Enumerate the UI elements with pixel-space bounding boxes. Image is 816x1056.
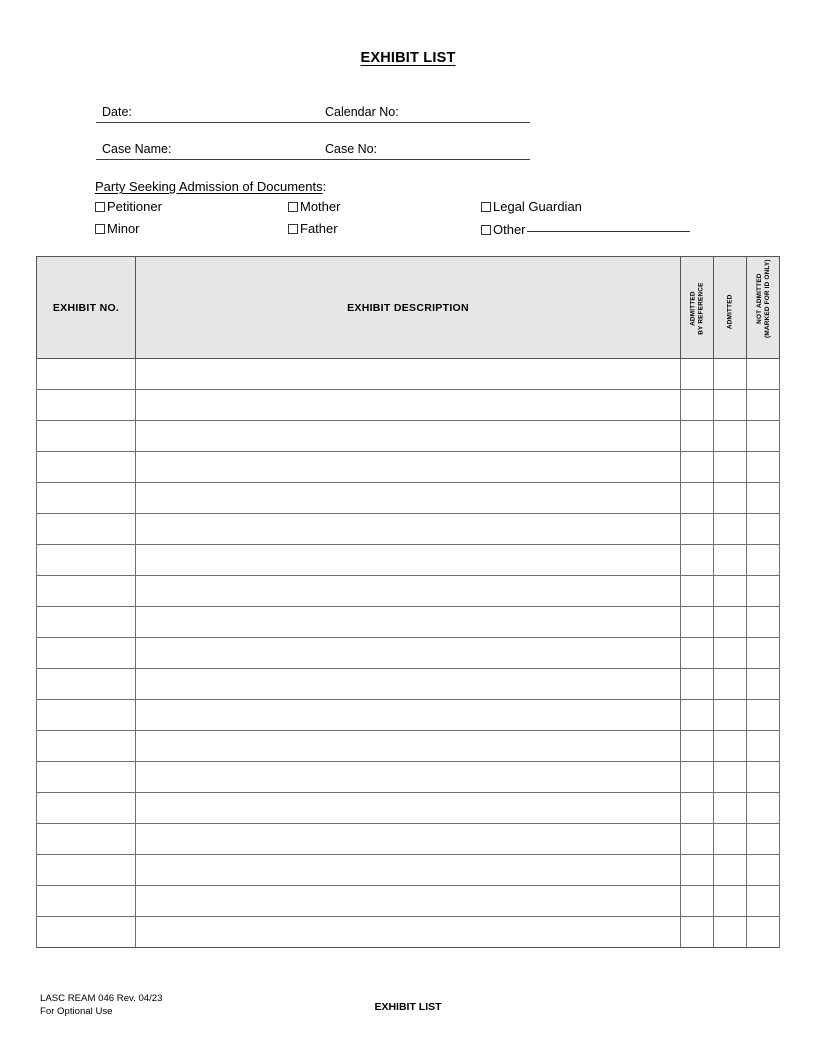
cell-exhibit-no[interactable] — [37, 793, 136, 824]
cell-exhibit-no[interactable] — [37, 762, 136, 793]
cell-admitted-by-reference[interactable] — [681, 886, 714, 917]
cell-exhibit-no[interactable] — [37, 638, 136, 669]
column-header-admitted-by-reference — [681, 257, 714, 359]
rotated-label-box — [714, 258, 747, 358]
cell-not-admitted[interactable] — [747, 855, 780, 886]
cell-exhibit-description[interactable] — [136, 359, 681, 390]
cell-admitted[interactable] — [714, 576, 747, 607]
table-row[interactable] — [37, 700, 780, 731]
cell-not-admitted[interactable] — [747, 700, 780, 731]
page-title — [0, 50, 816, 66]
table-row[interactable] — [37, 359, 780, 390]
rotated-label-admitted — [727, 295, 735, 330]
cell-exhibit-no[interactable] — [37, 731, 136, 762]
cell-exhibit-no[interactable] — [37, 669, 136, 700]
cell-exhibit-no[interactable] — [37, 607, 136, 638]
cell-not-admitted[interactable] — [747, 483, 780, 514]
table-row[interactable] — [37, 545, 780, 576]
table-row[interactable] — [37, 607, 780, 638]
exhibit-table-head — [37, 257, 780, 359]
cell-exhibit-no[interactable] — [37, 576, 136, 607]
table-row[interactable] — [37, 669, 780, 700]
table-row[interactable] — [37, 638, 780, 669]
cell-not-admitted[interactable] — [747, 390, 780, 421]
cell-admitted-by-reference[interactable] — [681, 917, 714, 948]
footer-form-code-line2: For Optional Use — [40, 1005, 113, 1017]
cell-admitted-by-reference[interactable] — [681, 638, 714, 669]
cell-not-admitted[interactable] — [747, 421, 780, 452]
checkbox-mother[interactable] — [288, 199, 340, 214]
cell-not-admitted[interactable] — [747, 638, 780, 669]
cell-exhibit-no[interactable] — [37, 700, 136, 731]
cell-exhibit-no[interactable] — [37, 824, 136, 855]
cell-not-admitted[interactable] — [747, 514, 780, 545]
cell-not-admitted[interactable] — [747, 731, 780, 762]
cell-admitted-by-reference[interactable] — [681, 390, 714, 421]
cell-not-admitted[interactable] — [747, 669, 780, 700]
cell-not-admitted[interactable] — [747, 576, 780, 607]
checkbox-minor[interactable] — [95, 221, 140, 236]
rot-line2: (MARKED FOR ID ONLY) — [763, 259, 771, 338]
cell-exhibit-no[interactable] — [37, 452, 136, 483]
table-row[interactable] — [37, 731, 780, 762]
cell-admitted[interactable] — [714, 638, 747, 669]
cell-exhibit-description[interactable] — [136, 452, 681, 483]
footer-form-code-line1: LASC REAM 046 Rev. 04/23 — [40, 993, 163, 1004]
cell-admitted[interactable] — [714, 545, 747, 576]
cell-exhibit-description[interactable] — [136, 917, 681, 948]
table-row[interactable] — [37, 452, 780, 483]
table-row[interactable] — [37, 390, 780, 421]
checkbox-other-box[interactable] — [481, 225, 491, 235]
column-header-not-admitted — [747, 257, 780, 359]
cell-admitted-by-reference[interactable] — [681, 700, 714, 731]
cell-admitted[interactable] — [714, 762, 747, 793]
rotated-label-admitted-by-reference — [690, 282, 705, 334]
cell-admitted[interactable] — [714, 917, 747, 948]
cell-exhibit-description[interactable] — [136, 669, 681, 700]
table-row[interactable] — [37, 824, 780, 855]
cell-exhibit-description[interactable] — [136, 793, 681, 824]
cell-exhibit-no[interactable] — [37, 886, 136, 917]
date-label: Date: — [102, 105, 132, 119]
cell-admitted-by-reference[interactable] — [681, 421, 714, 452]
cell-admitted-by-reference[interactable] — [681, 762, 714, 793]
rot-line1: ADMITTED — [689, 291, 697, 326]
checkbox-mother-label: Mother — [300, 199, 341, 214]
cell-exhibit-no[interactable] — [37, 359, 136, 390]
cell-exhibit-no[interactable] — [37, 483, 136, 514]
case-no-label: Case No: — [325, 142, 378, 156]
cell-exhibit-description[interactable] — [136, 638, 681, 669]
cell-admitted-by-reference[interactable] — [681, 855, 714, 886]
table-row[interactable] — [37, 855, 780, 886]
rotated-label-box — [747, 258, 780, 358]
cell-admitted[interactable] — [714, 390, 747, 421]
checkbox-mother-box[interactable] — [288, 202, 298, 212]
exhibit-table-body — [37, 359, 780, 948]
cell-exhibit-description[interactable] — [136, 731, 681, 762]
cell-admitted-by-reference[interactable] — [681, 545, 714, 576]
cell-exhibit-description[interactable] — [136, 607, 681, 638]
cell-not-admitted[interactable] — [747, 917, 780, 948]
cell-exhibit-description[interactable] — [136, 545, 681, 576]
cell-admitted-by-reference[interactable] — [681, 359, 714, 390]
table-row[interactable] — [37, 483, 780, 514]
table-row[interactable] — [37, 917, 780, 948]
cell-admitted-by-reference[interactable] — [681, 731, 714, 762]
checkbox-legal-guardian-box[interactable] — [481, 202, 491, 212]
cell-not-admitted[interactable] — [747, 886, 780, 917]
case-name-label: Case Name: — [102, 142, 172, 156]
party-section-heading-text: Party Seeking Admission of Documents — [95, 179, 323, 194]
cell-exhibit-description[interactable] — [136, 514, 681, 545]
page-footer — [40, 993, 776, 1023]
cell-exhibit-no[interactable] — [37, 514, 136, 545]
checkbox-other-label: Other — [493, 222, 526, 237]
cell-exhibit-description[interactable] — [136, 700, 681, 731]
cell-not-admitted[interactable] — [747, 824, 780, 855]
cell-admitted[interactable] — [714, 793, 747, 824]
table-row[interactable] — [37, 762, 780, 793]
case-name-no-field-row[interactable] — [96, 136, 530, 160]
cell-admitted-by-reference[interactable] — [681, 514, 714, 545]
checkbox-father[interactable] — [288, 221, 338, 236]
cell-exhibit-no[interactable] — [37, 917, 136, 948]
cell-not-admitted[interactable] — [747, 793, 780, 824]
calendar-no-label: Calendar No: — [325, 105, 399, 119]
cell-admitted[interactable] — [714, 669, 747, 700]
table-row[interactable] — [37, 514, 780, 545]
cell-exhibit-description[interactable] — [136, 855, 681, 886]
cell-not-admitted[interactable] — [747, 452, 780, 483]
column-header-admitted — [714, 257, 747, 359]
checkbox-legal-guardian[interactable] — [481, 199, 582, 214]
cell-admitted[interactable] — [714, 731, 747, 762]
cell-admitted-by-reference[interactable] — [681, 483, 714, 514]
checkbox-father-box[interactable] — [288, 224, 298, 234]
checkbox-legal-guardian-label: Legal Guardian — [493, 199, 582, 214]
table-row[interactable] — [37, 886, 780, 917]
exhibit-table-container — [36, 256, 780, 948]
exhibit-table-header-row — [37, 257, 780, 359]
table-row[interactable] — [37, 421, 780, 452]
cell-admitted[interactable] — [714, 421, 747, 452]
cell-exhibit-description[interactable] — [136, 483, 681, 514]
checkbox-petitioner[interactable] — [95, 199, 162, 214]
checkbox-petitioner-box[interactable] — [95, 202, 105, 212]
rot-line1: NOT ADMITTED — [755, 273, 763, 324]
footer-title: EXHIBIT LIST — [374, 1001, 442, 1013]
cell-admitted[interactable] — [714, 886, 747, 917]
cell-exhibit-description[interactable] — [136, 390, 681, 421]
column-header-exhibit-no: EXHIBIT NO. — [37, 257, 136, 359]
checkbox-minor-label: Minor — [107, 221, 140, 236]
cell-not-admitted[interactable] — [747, 545, 780, 576]
cell-exhibit-no[interactable] — [37, 390, 136, 421]
cell-not-admitted[interactable] — [747, 762, 780, 793]
cell-exhibit-description[interactable] — [136, 421, 681, 452]
rotated-label-not-admitted — [756, 259, 771, 338]
cell-admitted-by-reference[interactable] — [681, 824, 714, 855]
rotated-label-box — [681, 258, 714, 358]
column-header-exhibit-description: EXHIBIT DESCRIPTION — [136, 257, 681, 359]
cell-admitted[interactable] — [714, 607, 747, 638]
cell-admitted[interactable] — [714, 359, 747, 390]
cell-exhibit-no[interactable] — [37, 545, 136, 576]
rot-line1: ADMITTED — [726, 294, 734, 330]
page-title-text: EXHIBIT LIST — [360, 50, 456, 66]
cell-exhibit-no[interactable] — [37, 421, 136, 452]
cell-admitted-by-reference[interactable] — [681, 452, 714, 483]
table-row[interactable] — [37, 576, 780, 607]
cell-admitted[interactable] — [714, 824, 747, 855]
cell-exhibit-no[interactable] — [37, 855, 136, 886]
cell-admitted[interactable] — [714, 452, 747, 483]
cell-exhibit-description[interactable] — [136, 762, 681, 793]
date-calendar-field-row[interactable] — [96, 99, 530, 123]
cell-admitted-by-reference[interactable] — [681, 607, 714, 638]
checkbox-petitioner-label: Petitioner — [107, 199, 162, 214]
cell-admitted[interactable] — [714, 514, 747, 545]
other-text-input[interactable] — [527, 221, 690, 232]
cell-admitted-by-reference[interactable] — [681, 793, 714, 824]
cell-exhibit-description[interactable] — [136, 576, 681, 607]
cell-admitted-by-reference[interactable] — [681, 576, 714, 607]
party-section-heading — [95, 179, 326, 194]
checkbox-father-label: Father — [300, 221, 338, 236]
table-row[interactable] — [37, 793, 780, 824]
cell-admitted[interactable] — [714, 700, 747, 731]
checkbox-minor-box[interactable] — [95, 224, 105, 234]
rot-line2: BY REFERENCE — [697, 282, 705, 335]
cell-not-admitted[interactable] — [747, 359, 780, 390]
checkbox-other[interactable] — [481, 221, 690, 237]
cell-admitted-by-reference[interactable] — [681, 669, 714, 700]
cell-admitted[interactable] — [714, 483, 747, 514]
cell-exhibit-description[interactable] — [136, 824, 681, 855]
exhibit-table — [36, 256, 780, 948]
cell-exhibit-description[interactable] — [136, 886, 681, 917]
party-section-heading-colon: : — [322, 179, 327, 194]
cell-admitted[interactable] — [714, 855, 747, 886]
cell-not-admitted[interactable] — [747, 607, 780, 638]
